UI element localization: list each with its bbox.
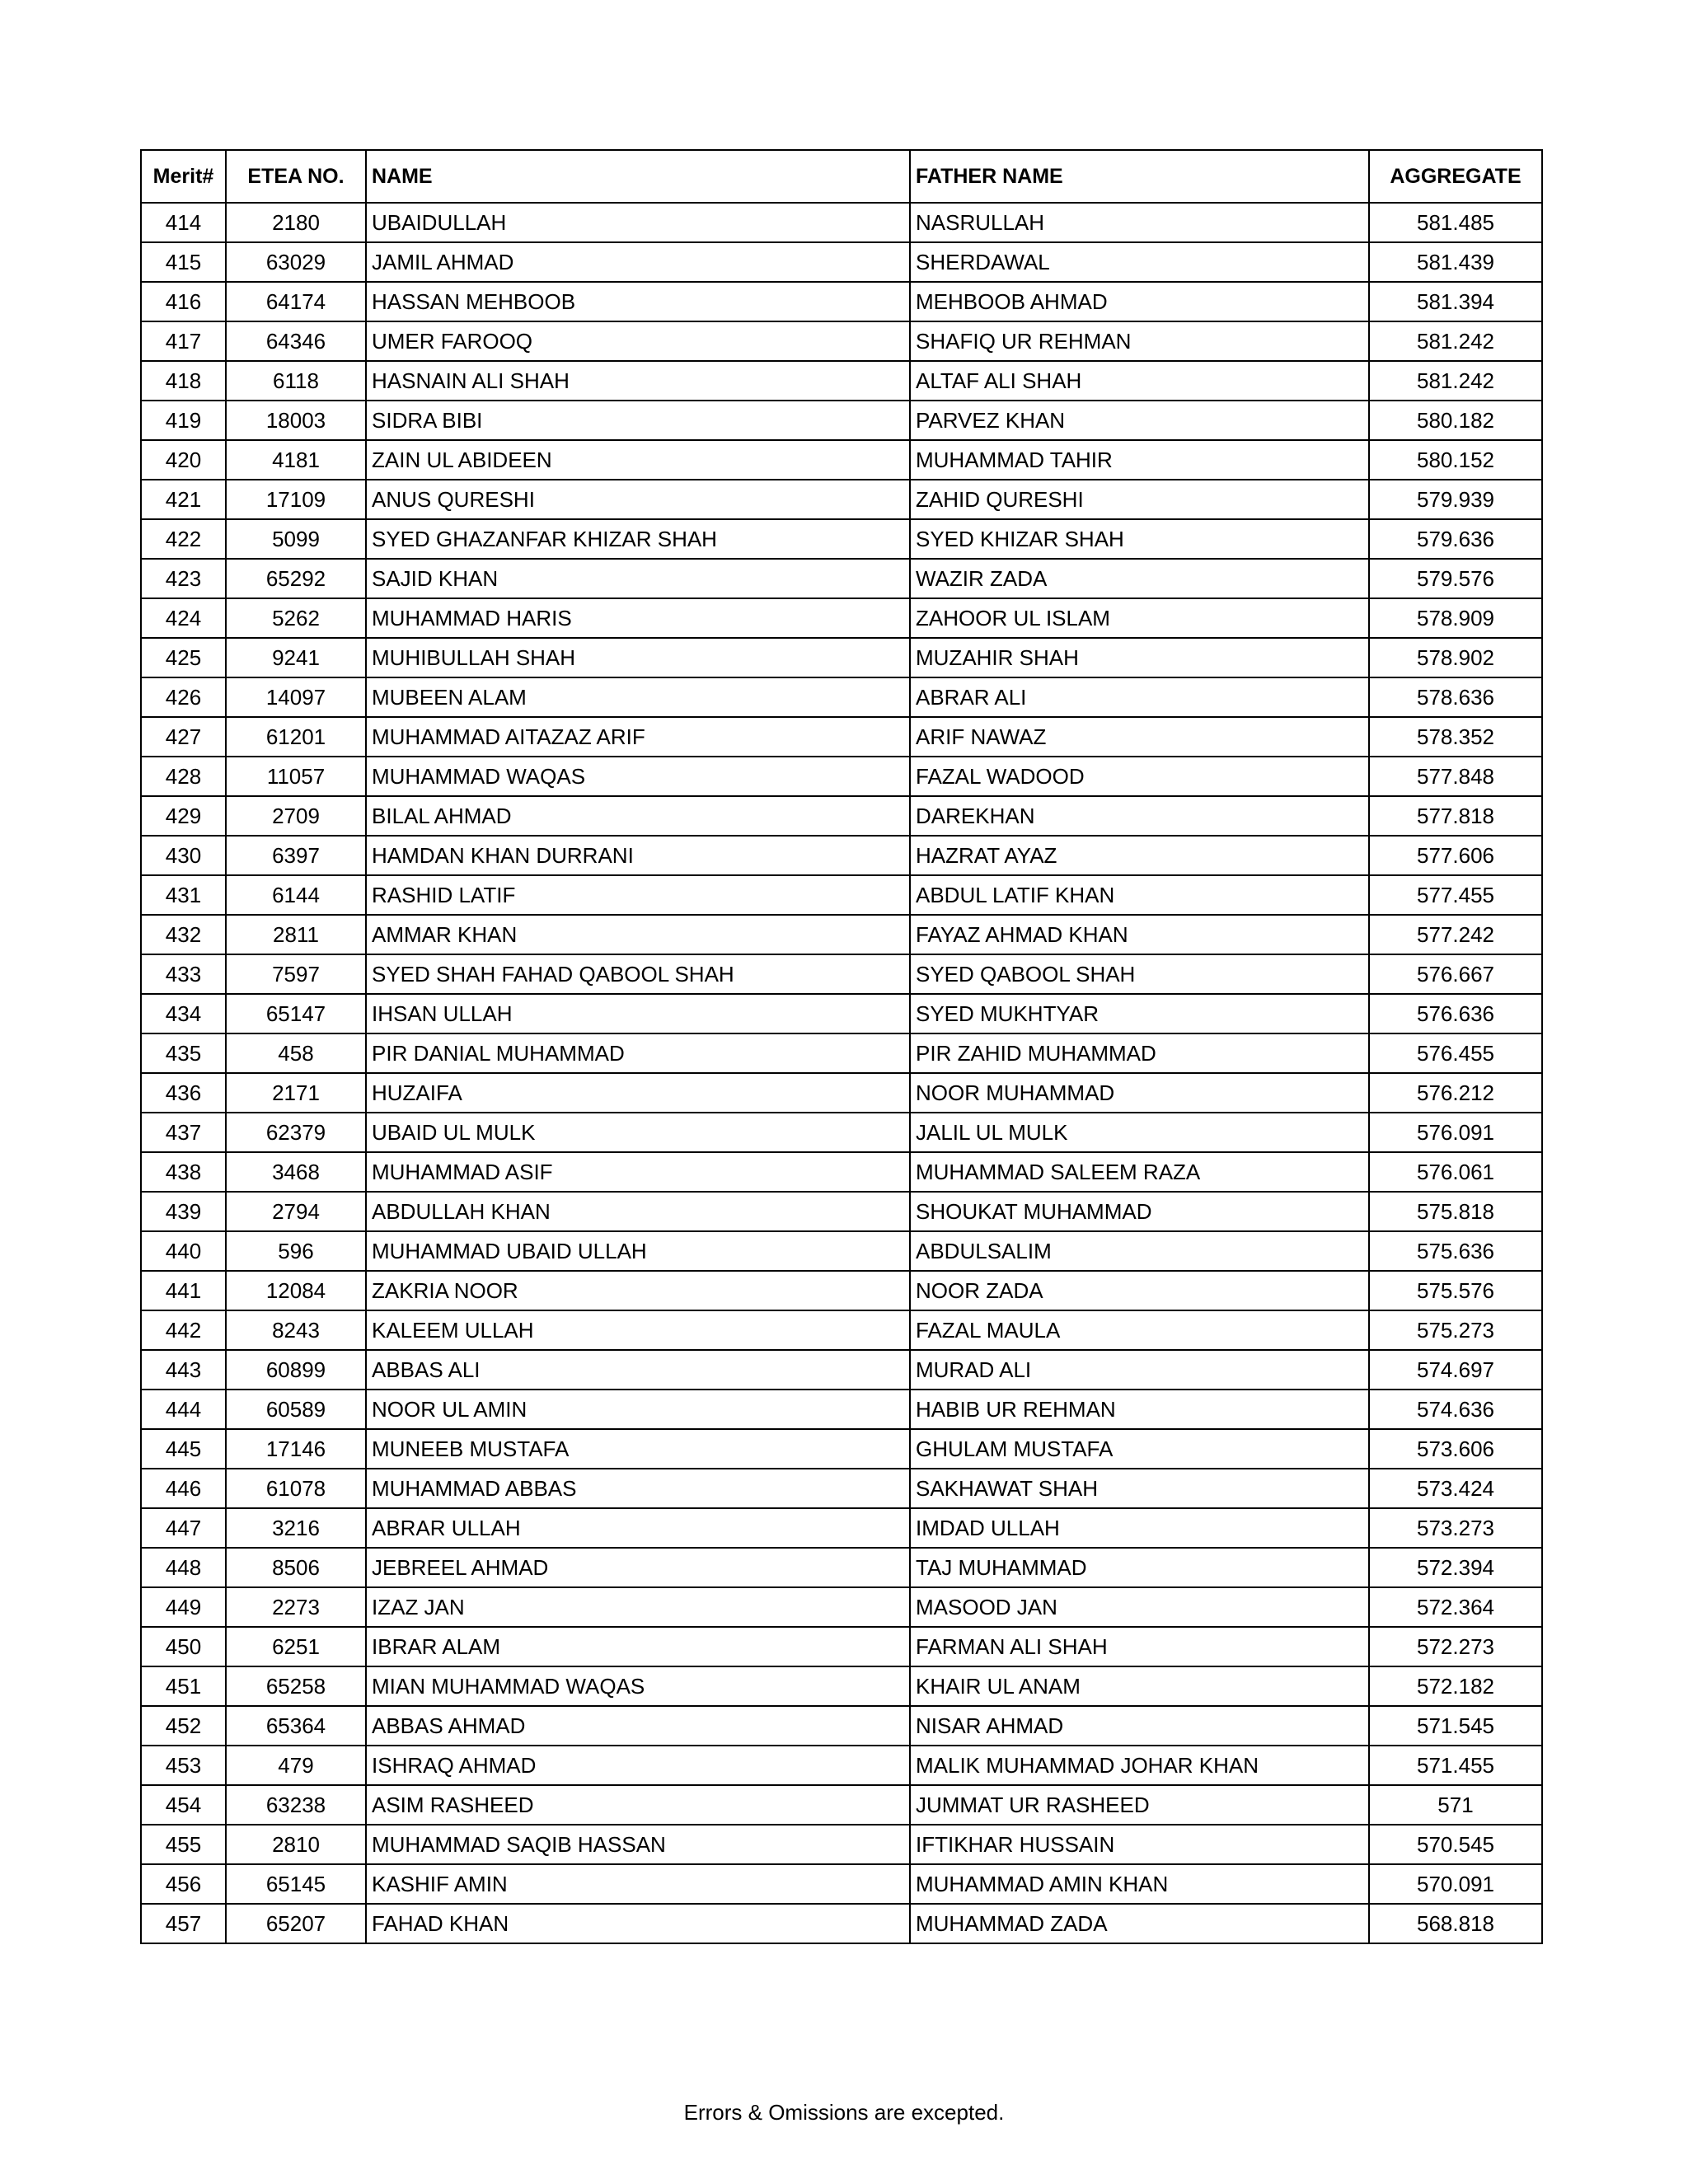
etea-no-cell: 2709 xyxy=(226,796,366,836)
etea-no-cell: 9241 xyxy=(226,638,366,677)
merit-cell: 441 xyxy=(141,1271,226,1310)
etea-no-cell: 61201 xyxy=(226,717,366,757)
aggregate-cell: 576.667 xyxy=(1369,954,1542,994)
etea-no-cell: 65145 xyxy=(226,1864,366,1904)
merit-cell: 446 xyxy=(141,1469,226,1508)
table-row xyxy=(141,757,1542,796)
name-cell: PIR DANIAL MUHAMMAD xyxy=(366,1033,910,1073)
merit-cell: 436 xyxy=(141,1073,226,1113)
name-cell: MUHAMMAD WAQAS xyxy=(366,757,910,796)
aggregate-cell: 577.848 xyxy=(1369,757,1542,796)
etea-no-cell: 5262 xyxy=(226,598,366,638)
father-name-cell: ABDUL LATIF KHAN xyxy=(910,875,1369,915)
merit-cell: 439 xyxy=(141,1192,226,1231)
table-row xyxy=(141,1706,1542,1746)
aggregate-cell: 572.182 xyxy=(1369,1666,1542,1706)
name-cell: SYED GHAZANFAR KHIZAR SHAH xyxy=(366,519,910,559)
table-row xyxy=(141,598,1542,638)
aggregate-cell: 579.576 xyxy=(1369,559,1542,598)
merit-cell: 434 xyxy=(141,994,226,1033)
table-row xyxy=(141,1508,1542,1548)
name-cell: HAMDAN KHAN DURRANI xyxy=(366,836,910,875)
father-name-cell: FAYAZ AHMAD KHAN xyxy=(910,915,1369,954)
merit-cell: 454 xyxy=(141,1785,226,1825)
name-cell: HASSAN MEHBOOB xyxy=(366,282,910,321)
father-name-cell: FAZAL WADOOD xyxy=(910,757,1369,796)
header-etea-no: ETEA NO. xyxy=(226,150,366,203)
father-name-cell: NOOR ZADA xyxy=(910,1271,1369,1310)
table-row xyxy=(141,717,1542,757)
aggregate-cell: 575.273 xyxy=(1369,1310,1542,1350)
table-row xyxy=(141,1548,1542,1587)
father-name-cell: ZAHOOR UL ISLAM xyxy=(910,598,1369,638)
aggregate-cell: 571.545 xyxy=(1369,1706,1542,1746)
merit-cell: 423 xyxy=(141,559,226,598)
merit-cell: 419 xyxy=(141,401,226,440)
father-name-cell: SHAFIQ UR REHMAN xyxy=(910,321,1369,361)
name-cell: NOOR UL AMIN xyxy=(366,1390,910,1429)
name-cell: KASHIF AMIN xyxy=(366,1864,910,1904)
etea-no-cell: 65364 xyxy=(226,1706,366,1746)
aggregate-cell: 568.818 xyxy=(1369,1904,1542,1943)
merit-cell: 431 xyxy=(141,875,226,915)
name-cell: ABBAS ALI xyxy=(366,1350,910,1390)
etea-no-cell: 11057 xyxy=(226,757,366,796)
errors-omissions-note: Errors & Omissions are excepted. xyxy=(683,2100,1005,2125)
name-cell: MUNEEB MUSTAFA xyxy=(366,1429,910,1469)
merit-cell: 420 xyxy=(141,440,226,480)
table-row xyxy=(141,321,1542,361)
aggregate-cell: 580.152 xyxy=(1369,440,1542,480)
aggregate-cell: 572.364 xyxy=(1369,1587,1542,1627)
etea-no-cell: 2171 xyxy=(226,1073,366,1113)
etea-no-cell: 8506 xyxy=(226,1548,366,1587)
aggregate-cell: 579.636 xyxy=(1369,519,1542,559)
aggregate-cell: 581.242 xyxy=(1369,321,1542,361)
aggregate-cell: 579.939 xyxy=(1369,480,1542,519)
table-row xyxy=(141,1033,1542,1073)
merit-cell: 442 xyxy=(141,1310,226,1350)
etea-no-cell: 18003 xyxy=(226,401,366,440)
aggregate-cell: 573.606 xyxy=(1369,1429,1542,1469)
father-name-cell: IFTIKHAR HUSSAIN xyxy=(910,1825,1369,1864)
etea-no-cell: 65292 xyxy=(226,559,366,598)
father-name-cell: MUZAHIR SHAH xyxy=(910,638,1369,677)
name-cell: JAMIL AHMAD xyxy=(366,242,910,282)
aggregate-cell: 574.636 xyxy=(1369,1390,1542,1429)
name-cell: ZAKRIA NOOR xyxy=(366,1271,910,1310)
header-row xyxy=(141,150,1542,203)
aggregate-cell: 577.455 xyxy=(1369,875,1542,915)
etea-no-cell: 64346 xyxy=(226,321,366,361)
aggregate-cell: 571 xyxy=(1369,1785,1542,1825)
name-cell: MUHAMMAD ASIF xyxy=(366,1152,910,1192)
father-name-cell: MALIK MUHAMMAD JOHAR KHAN xyxy=(910,1746,1369,1785)
table-row xyxy=(141,1666,1542,1706)
aggregate-cell: 581.439 xyxy=(1369,242,1542,282)
table-row xyxy=(141,954,1542,994)
name-cell: IBRAR ALAM xyxy=(366,1627,910,1666)
father-name-cell: PIR ZAHID MUHAMMAD xyxy=(910,1033,1369,1073)
etea-no-cell: 61078 xyxy=(226,1469,366,1508)
table-row xyxy=(141,203,1542,242)
name-cell: IZAZ JAN xyxy=(366,1587,910,1627)
etea-no-cell: 479 xyxy=(226,1746,366,1785)
header-father-name: FATHER NAME xyxy=(910,150,1369,203)
merit-cell: 437 xyxy=(141,1113,226,1152)
etea-no-cell: 63029 xyxy=(226,242,366,282)
etea-no-cell: 2273 xyxy=(226,1587,366,1627)
name-cell: UBAID UL MULK xyxy=(366,1113,910,1152)
name-cell: SAJID KHAN xyxy=(366,559,910,598)
name-cell: MUHAMMAD SAQIB HASSAN xyxy=(366,1825,910,1864)
name-cell: RASHID LATIF xyxy=(366,875,910,915)
merit-cell: 417 xyxy=(141,321,226,361)
merit-cell: 415 xyxy=(141,242,226,282)
header-aggregate: AGGREGATE xyxy=(1369,150,1542,203)
aggregate-cell: 576.212 xyxy=(1369,1073,1542,1113)
merit-cell: 443 xyxy=(141,1350,226,1390)
etea-no-cell: 6397 xyxy=(226,836,366,875)
etea-no-cell: 596 xyxy=(226,1231,366,1271)
merit-cell: 424 xyxy=(141,598,226,638)
etea-no-cell: 63238 xyxy=(226,1785,366,1825)
name-cell: ISHRAQ AHMAD xyxy=(366,1746,910,1785)
aggregate-cell: 581.394 xyxy=(1369,282,1542,321)
etea-no-cell: 64174 xyxy=(226,282,366,321)
etea-no-cell: 2810 xyxy=(226,1825,366,1864)
father-name-cell: HABIB UR REHMAN xyxy=(910,1390,1369,1429)
etea-no-cell: 4181 xyxy=(226,440,366,480)
aggregate-cell: 580.182 xyxy=(1369,401,1542,440)
aggregate-cell: 570.545 xyxy=(1369,1825,1542,1864)
table-row xyxy=(141,1429,1542,1469)
merit-cell: 457 xyxy=(141,1904,226,1943)
name-cell: MIAN MUHAMMAD WAQAS xyxy=(366,1666,910,1706)
table-row xyxy=(141,1587,1542,1627)
father-name-cell: DAREKHAN xyxy=(910,796,1369,836)
aggregate-cell: 578.636 xyxy=(1369,677,1542,717)
table-row xyxy=(141,361,1542,401)
father-name-cell: IMDAD ULLAH xyxy=(910,1508,1369,1548)
father-name-cell: NASRULLAH xyxy=(910,203,1369,242)
aggregate-cell: 576.636 xyxy=(1369,994,1542,1033)
name-cell: MUHAMMAD AITAZAZ ARIF xyxy=(366,717,910,757)
table-row xyxy=(141,915,1542,954)
aggregate-cell: 576.091 xyxy=(1369,1113,1542,1152)
table-header xyxy=(141,150,1542,203)
aggregate-cell: 572.273 xyxy=(1369,1627,1542,1666)
name-cell: UBAIDULLAH xyxy=(366,203,910,242)
table-row xyxy=(141,1746,1542,1785)
merit-cell: 435 xyxy=(141,1033,226,1073)
father-name-cell: SAKHAWAT SHAH xyxy=(910,1469,1369,1508)
aggregate-cell: 572.394 xyxy=(1369,1548,1542,1587)
father-name-cell: JALIL UL MULK xyxy=(910,1113,1369,1152)
table-row xyxy=(141,480,1542,519)
etea-no-cell: 6144 xyxy=(226,875,366,915)
father-name-cell: GHULAM MUSTAFA xyxy=(910,1429,1369,1469)
table-body xyxy=(141,203,1542,1943)
header-merit: Merit# xyxy=(141,150,226,203)
name-cell: ABDULLAH KHAN xyxy=(366,1192,910,1231)
etea-no-cell: 17146 xyxy=(226,1429,366,1469)
name-cell: MUHAMMAD UBAID ULLAH xyxy=(366,1231,910,1271)
aggregate-cell: 570.091 xyxy=(1369,1864,1542,1904)
merit-cell: 427 xyxy=(141,717,226,757)
aggregate-cell: 576.061 xyxy=(1369,1152,1542,1192)
father-name-cell: NOOR MUHAMMAD xyxy=(910,1073,1369,1113)
merit-cell: 418 xyxy=(141,361,226,401)
etea-no-cell: 6251 xyxy=(226,1627,366,1666)
table-row xyxy=(141,519,1542,559)
father-name-cell: ABRAR ALI xyxy=(910,677,1369,717)
etea-no-cell: 14097 xyxy=(226,677,366,717)
father-name-cell: ZAHID QURESHI xyxy=(910,480,1369,519)
etea-no-cell: 5099 xyxy=(226,519,366,559)
aggregate-cell: 577.606 xyxy=(1369,836,1542,875)
name-cell: MUHAMMAD ABBAS xyxy=(366,1469,910,1508)
merit-list-table xyxy=(140,149,1543,1944)
name-cell: MUHAMMAD HARIS xyxy=(366,598,910,638)
aggregate-cell: 577.242 xyxy=(1369,915,1542,954)
table-row xyxy=(141,401,1542,440)
merit-cell: 455 xyxy=(141,1825,226,1864)
table-row xyxy=(141,1390,1542,1429)
name-cell: JEBREEL AHMAD xyxy=(366,1548,910,1587)
table-row xyxy=(141,836,1542,875)
merit-cell: 456 xyxy=(141,1864,226,1904)
table-row xyxy=(141,1785,1542,1825)
merit-cell: 416 xyxy=(141,282,226,321)
father-name-cell: KHAIR UL ANAM xyxy=(910,1666,1369,1706)
father-name-cell: ABDULSALIM xyxy=(910,1231,1369,1271)
father-name-cell: FAZAL MAULA xyxy=(910,1310,1369,1350)
name-cell: ASIM RASHEED xyxy=(366,1785,910,1825)
merit-cell: 450 xyxy=(141,1627,226,1666)
name-cell: HUZAIFA xyxy=(366,1073,910,1113)
etea-no-cell: 7597 xyxy=(226,954,366,994)
merit-cell: 453 xyxy=(141,1746,226,1785)
etea-no-cell: 2180 xyxy=(226,203,366,242)
aggregate-cell: 571.455 xyxy=(1369,1746,1542,1785)
merit-cell: 445 xyxy=(141,1429,226,1469)
header-name: NAME xyxy=(366,150,910,203)
father-name-cell: SYED MUKHTYAR xyxy=(910,994,1369,1033)
table-row xyxy=(141,1113,1542,1152)
table-row xyxy=(141,638,1542,677)
father-name-cell: PARVEZ KHAN xyxy=(910,401,1369,440)
etea-no-cell: 2794 xyxy=(226,1192,366,1231)
merit-cell: 432 xyxy=(141,915,226,954)
aggregate-cell: 575.818 xyxy=(1369,1192,1542,1231)
name-cell: ANUS QURESHI xyxy=(366,480,910,519)
father-name-cell: MUHAMMAD SALEEM RAZA xyxy=(910,1152,1369,1192)
aggregate-cell: 575.576 xyxy=(1369,1271,1542,1310)
table-row xyxy=(141,1864,1542,1904)
name-cell: ABBAS AHMAD xyxy=(366,1706,910,1746)
father-name-cell: SYED KHIZAR SHAH xyxy=(910,519,1369,559)
table-row xyxy=(141,677,1542,717)
table-row xyxy=(141,1904,1542,1943)
aggregate-cell: 578.902 xyxy=(1369,638,1542,677)
table-row xyxy=(141,1350,1542,1390)
father-name-cell: TAJ MUHAMMAD xyxy=(910,1548,1369,1587)
aggregate-cell: 576.455 xyxy=(1369,1033,1542,1073)
etea-no-cell: 60899 xyxy=(226,1350,366,1390)
name-cell: AMMAR KHAN xyxy=(366,915,910,954)
father-name-cell: MEHBOOB AHMAD xyxy=(910,282,1369,321)
name-cell: KALEEM ULLAH xyxy=(366,1310,910,1350)
father-name-cell: MUHAMMAD ZADA xyxy=(910,1904,1369,1943)
table-row xyxy=(141,242,1542,282)
etea-no-cell: 12084 xyxy=(226,1271,366,1310)
merit-cell: 428 xyxy=(141,757,226,796)
merit-cell: 440 xyxy=(141,1231,226,1271)
father-name-cell: NISAR AHMAD xyxy=(910,1706,1369,1746)
merit-cell: 449 xyxy=(141,1587,226,1627)
father-name-cell: WAZIR ZADA xyxy=(910,559,1369,598)
father-name-cell: FARMAN ALI SHAH xyxy=(910,1627,1369,1666)
merit-cell: 422 xyxy=(141,519,226,559)
aggregate-cell: 574.697 xyxy=(1369,1350,1542,1390)
name-cell: SIDRA BIBI xyxy=(366,401,910,440)
name-cell: HASNAIN ALI SHAH xyxy=(366,361,910,401)
table-row xyxy=(141,1231,1542,1271)
father-name-cell: SYED QABOOL SHAH xyxy=(910,954,1369,994)
etea-no-cell: 3468 xyxy=(226,1152,366,1192)
name-cell: BILAL AHMAD xyxy=(366,796,910,836)
table-row xyxy=(141,1073,1542,1113)
aggregate-cell: 573.424 xyxy=(1369,1469,1542,1508)
name-cell: ZAIN UL ABIDEEN xyxy=(366,440,910,480)
name-cell: SYED SHAH FAHAD QABOOL SHAH xyxy=(366,954,910,994)
merit-cell: 414 xyxy=(141,203,226,242)
name-cell: MUHIBULLAH SHAH xyxy=(366,638,910,677)
etea-no-cell: 3216 xyxy=(226,1508,366,1548)
merit-cell: 426 xyxy=(141,677,226,717)
merit-cell: 433 xyxy=(141,954,226,994)
merit-cell: 429 xyxy=(141,796,226,836)
father-name-cell: SHOUKAT MUHAMMAD xyxy=(910,1192,1369,1231)
father-name-cell: ARIF NAWAZ xyxy=(910,717,1369,757)
table-row xyxy=(141,1271,1542,1310)
table-row xyxy=(141,559,1542,598)
table-row xyxy=(141,440,1542,480)
merit-cell: 444 xyxy=(141,1390,226,1429)
father-name-cell: MURAD ALI xyxy=(910,1350,1369,1390)
table-row xyxy=(141,1310,1542,1350)
father-name-cell: MUHAMMAD AMIN KHAN xyxy=(910,1864,1369,1904)
merit-cell: 451 xyxy=(141,1666,226,1706)
table-row xyxy=(141,1192,1542,1231)
table-row xyxy=(141,282,1542,321)
aggregate-cell: 581.485 xyxy=(1369,203,1542,242)
name-cell: MUBEEN ALAM xyxy=(366,677,910,717)
aggregate-cell: 577.818 xyxy=(1369,796,1542,836)
aggregate-cell: 578.352 xyxy=(1369,717,1542,757)
father-name-cell: ALTAF ALI SHAH xyxy=(910,361,1369,401)
etea-no-cell: 65207 xyxy=(226,1904,366,1943)
name-cell: FAHAD KHAN xyxy=(366,1904,910,1943)
table-row xyxy=(141,1627,1542,1666)
table-row xyxy=(141,875,1542,915)
aggregate-cell: 578.909 xyxy=(1369,598,1542,638)
etea-no-cell: 60589 xyxy=(226,1390,366,1429)
table-row xyxy=(141,1825,1542,1864)
etea-no-cell: 2811 xyxy=(226,915,366,954)
merit-cell: 452 xyxy=(141,1706,226,1746)
name-cell: ABRAR ULLAH xyxy=(366,1508,910,1548)
etea-no-cell: 65147 xyxy=(226,994,366,1033)
father-name-cell: MASOOD JAN xyxy=(910,1587,1369,1627)
merit-cell: 421 xyxy=(141,480,226,519)
aggregate-cell: 573.273 xyxy=(1369,1508,1542,1548)
name-cell: UMER FAROOQ xyxy=(366,321,910,361)
father-name-cell: MUHAMMAD TAHIR xyxy=(910,440,1369,480)
father-name-cell: SHERDAWAL xyxy=(910,242,1369,282)
merit-cell: 425 xyxy=(141,638,226,677)
etea-no-cell: 17109 xyxy=(226,480,366,519)
merit-cell: 438 xyxy=(141,1152,226,1192)
merit-cell: 447 xyxy=(141,1508,226,1548)
etea-no-cell: 6118 xyxy=(226,361,366,401)
merit-cell: 430 xyxy=(141,836,226,875)
table-row xyxy=(141,1469,1542,1508)
etea-no-cell: 8243 xyxy=(226,1310,366,1350)
merit-cell: 448 xyxy=(141,1548,226,1587)
father-name-cell: HAZRAT AYAZ xyxy=(910,836,1369,875)
etea-no-cell: 62379 xyxy=(226,1113,366,1152)
etea-no-cell: 65258 xyxy=(226,1666,366,1706)
aggregate-cell: 575.636 xyxy=(1369,1231,1542,1271)
table-row xyxy=(141,796,1542,836)
aggregate-cell: 581.242 xyxy=(1369,361,1542,401)
table-row xyxy=(141,1152,1542,1192)
table-row xyxy=(141,994,1542,1033)
etea-no-cell: 458 xyxy=(226,1033,366,1073)
father-name-cell: JUMMAT UR RASHEED xyxy=(910,1785,1369,1825)
name-cell: IHSAN ULLAH xyxy=(366,994,910,1033)
